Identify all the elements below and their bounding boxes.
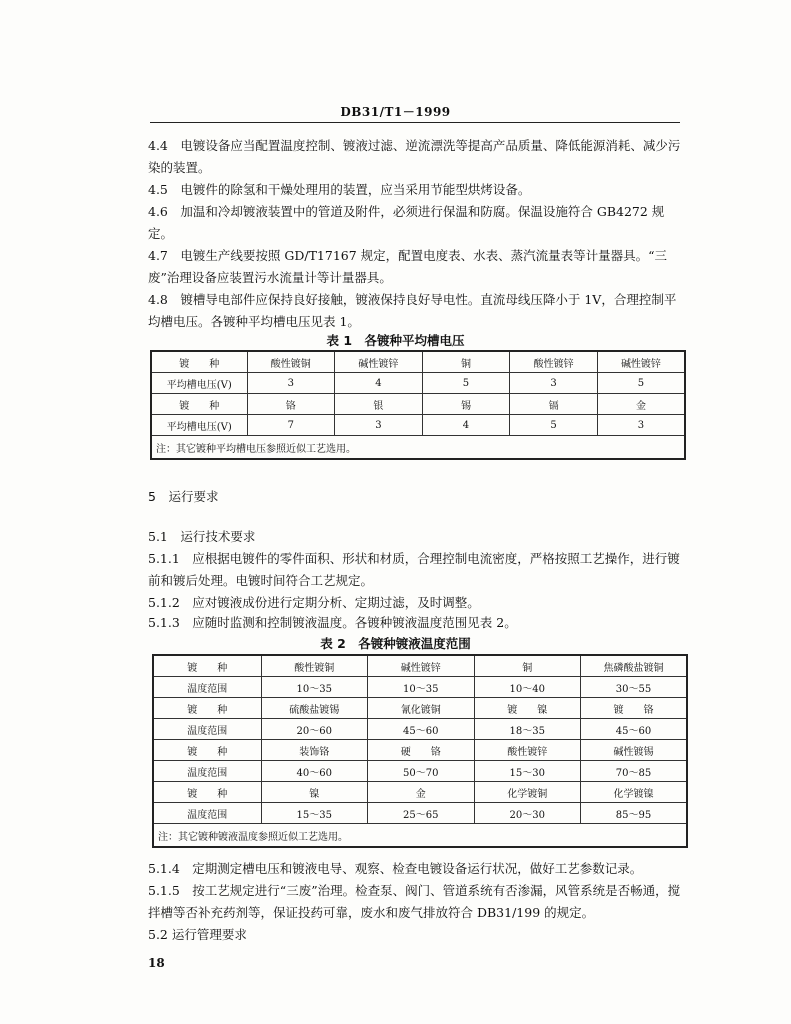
table-row	[151, 394, 685, 415]
table-cell: 5	[510, 415, 598, 436]
para-4-7: 4.7 电镀生产线要按照 GD/T17167 规定，配置电度表、水表、蒸汽流量表等计量器具。“三废”治理设备应装置污水流量计等计量器具。	[148, 248, 668, 285]
table-cell: 10～40	[474, 677, 581, 698]
table-row	[151, 373, 685, 394]
table-cell: 碱性镀锡	[581, 740, 688, 761]
table-cell: 铜	[422, 351, 510, 373]
table-cell: 温度范围	[153, 761, 261, 782]
page-number: 18	[148, 956, 165, 970]
table-cell: 85～95	[581, 803, 688, 824]
table-cell: 镀 种	[153, 655, 261, 677]
section-5-heading: 5 运行要求	[148, 489, 219, 504]
table-cell: 化学镀铜	[474, 782, 581, 803]
table-cell: 碱性镀锌	[597, 351, 685, 373]
table-cell: 酸性镀锌	[474, 740, 581, 761]
table-cell: 20～60	[261, 719, 368, 740]
para-5-1: 5.1 运行技术要求	[148, 529, 256, 544]
table-cell: 5	[422, 373, 510, 394]
table-row	[153, 782, 687, 803]
table-cell: 金	[597, 394, 685, 415]
table-row	[153, 803, 687, 824]
table-cell: 45～60	[581, 719, 688, 740]
table-note-row	[153, 824, 687, 848]
table-row	[153, 740, 687, 761]
header-rule	[150, 122, 680, 123]
table-note-row	[151, 436, 685, 460]
para-4-8: 4.8 镀槽导电部件应保持良好接触，镀液保持良好导电性。直流母线压降小于 1V，合理控制平均槽电压。各镀种平均槽电压见表 1。	[148, 292, 677, 329]
table-cell: 镀 种	[151, 351, 247, 373]
table-cell: 氰化镀铜	[368, 698, 475, 719]
table-cell: 温度范围	[153, 719, 261, 740]
table-cell: 镀 铬	[581, 698, 688, 719]
table-cell: 镀 种	[153, 698, 261, 719]
table-cell: 镉	[510, 394, 598, 415]
table-cell: 50～70	[368, 761, 475, 782]
table-cell: 焦磷酸盐镀铜	[581, 655, 688, 677]
table2-caption: 表 2 各镀种镀液温度范围	[320, 636, 471, 651]
table-cell: 温度范围	[153, 677, 261, 698]
para-4-5: 4.5 电镀件的除氢和干燥处理用的装置，应当采用节能型烘烤设备。	[148, 182, 531, 197]
table-row	[153, 655, 687, 677]
table-cell: 5	[597, 373, 685, 394]
table-cell: 银	[335, 394, 423, 415]
para-4-4: 4.4 电镀设备应当配置温度控制、镀液过滤、逆流漂洗等提高产品质量、降低能源消耗、减少污染的装置。	[148, 138, 681, 175]
table-cell: 10～35	[261, 677, 368, 698]
para-4-6: 4.6 加温和冷却镀液装置中的管道及附件，必须进行保温和防腐。保温设施符合 GB4272 规定。	[148, 204, 665, 241]
table-cell: 温度范围	[153, 803, 261, 824]
table-cell: 镀 种	[151, 394, 247, 415]
table-cell: 碱性镀锌	[368, 655, 475, 677]
table-cell: 18～35	[474, 719, 581, 740]
para-5-1-1: 5.1.1 应根据电镀件的零件面积、形状和材质，合理控制电流密度，严格按照工艺操作，进行镀前和镀后处理。电镀时间符合工艺规定。	[148, 551, 680, 588]
table-cell: 平均槽电压(V)	[151, 415, 247, 436]
table-cell: 平均槽电压(V)	[151, 373, 247, 394]
table-cell: 镍	[261, 782, 368, 803]
table2-note: 注：其它镀种镀液温度参照近似工艺选用。	[153, 824, 687, 848]
para-5-1-3: 5.1.3 应随时监测和控制镀液温度。各镀种镀液温度范围见表 2。	[148, 615, 517, 630]
table-row	[153, 698, 687, 719]
table-cell: 3	[510, 373, 598, 394]
table-cell: 40～60	[261, 761, 368, 782]
table-cell: 硬 铬	[368, 740, 475, 761]
table-cell: 3	[597, 415, 685, 436]
table1-note: 注：其它镀种平均槽电压参照近似工艺选用。	[151, 436, 685, 460]
para-5-1-5: 5.1.5 按工艺规定进行“三废”治理。检查泵、阀门、管道系统有否渗漏，风管系统是否畅通，搅拌槽等否补充药剂等，保证投药可靠，废水和废气排放符合 DB31/199 的规定。	[148, 883, 681, 920]
table-cell: 镀 镍	[474, 698, 581, 719]
table-cell: 7	[247, 415, 335, 436]
running-header: DB31/T1－1999	[340, 105, 451, 119]
table1-caption: 表 1 各镀种平均槽电压	[326, 333, 465, 348]
table-cell: 70～85	[581, 761, 688, 782]
table-cell: 45～60	[368, 719, 475, 740]
table-cell: 装饰铬	[261, 740, 368, 761]
table-cell: 10～35	[368, 677, 475, 698]
table-cell: 锡	[422, 394, 510, 415]
table-cell: 金	[368, 782, 475, 803]
table-cell: 4	[335, 373, 423, 394]
table-row	[151, 351, 685, 373]
table-cell: 25～65	[368, 803, 475, 824]
table-cell: 酸性镀锌	[510, 351, 598, 373]
table1	[150, 350, 686, 460]
table-cell: 铜	[474, 655, 581, 677]
para-5-1-4: 5.1.4 定期测定槽电压和镀液电导、观察、检查电镀设备运行状况，做好工艺参数记录。	[148, 861, 643, 876]
para-5-1-2: 5.1.2 应对镀液成份进行定期分析、定期过滤，及时调整。	[148, 595, 480, 610]
table-row	[151, 415, 685, 436]
table-cell: 碱性镀锌	[335, 351, 423, 373]
table-cell: 镀 种	[153, 740, 261, 761]
table-cell: 30～55	[581, 677, 688, 698]
table-row	[153, 761, 687, 782]
table2	[152, 654, 688, 848]
table-cell: 3	[335, 415, 423, 436]
table-cell: 15～30	[474, 761, 581, 782]
table-cell: 20～30	[474, 803, 581, 824]
para-5-2: 5.2 运行管理要求	[148, 927, 247, 942]
table-row	[153, 719, 687, 740]
table-cell: 酸性镀铜	[247, 351, 335, 373]
table-cell: 15～35	[261, 803, 368, 824]
table-cell: 4	[422, 415, 510, 436]
table-cell: 铬	[247, 394, 335, 415]
table-cell: 3	[247, 373, 335, 394]
table-row	[153, 677, 687, 698]
table-cell: 镀 种	[153, 782, 261, 803]
table-cell: 酸性镀铜	[261, 655, 368, 677]
table-cell: 化学镀镍	[581, 782, 688, 803]
table-cell: 硫酸盐镀锡	[261, 698, 368, 719]
